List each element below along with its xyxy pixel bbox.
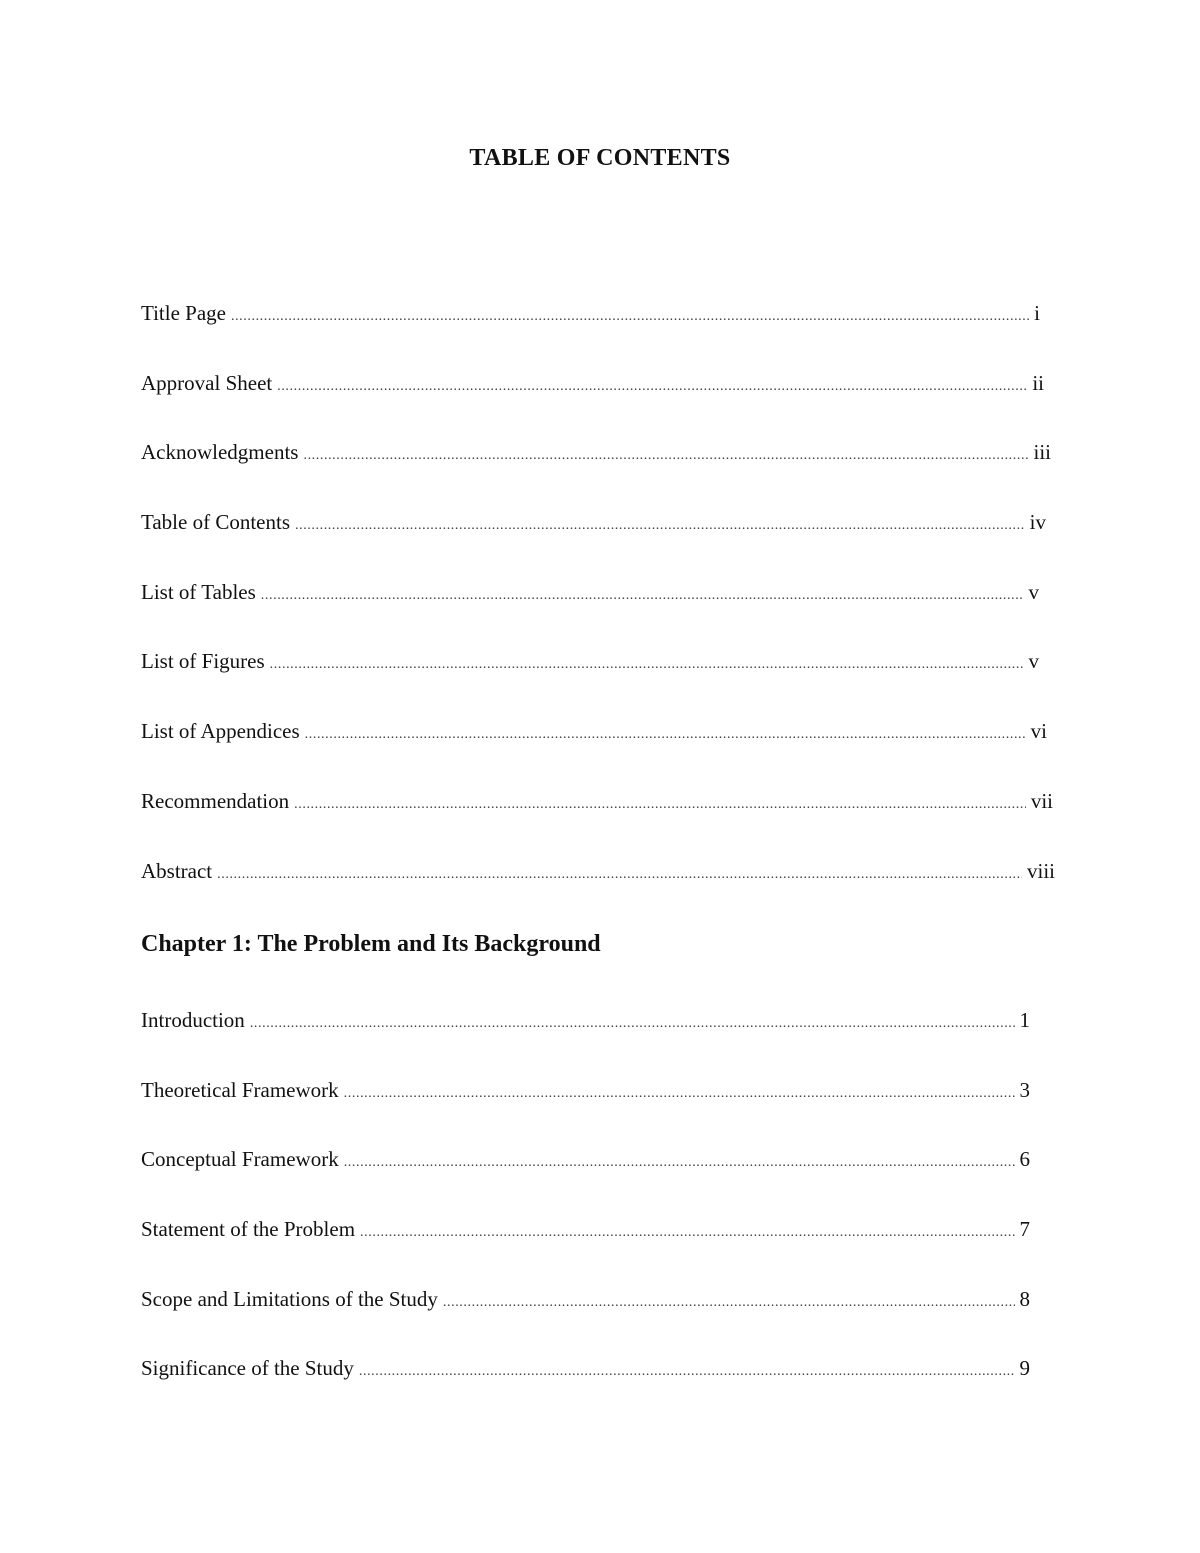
toc-entry-list-of-tables <box>141 577 1039 607</box>
toc-entry-title-page <box>141 298 1040 328</box>
toc-entry-approval-sheet <box>141 368 1044 398</box>
toc-entry-statement-of-the-problem <box>141 1214 1030 1244</box>
toc-entry-page-number: i <box>1034 301 1040 325</box>
toc-entry-label: Recommendation <box>141 789 290 813</box>
dot-leader <box>305 720 1026 750</box>
toc-entry-page-number: vi <box>1030 719 1047 743</box>
toc-entry-scope-and-limitations <box>141 1284 1030 1314</box>
dot-leader <box>277 372 1027 402</box>
toc-entry-page-number: v <box>1028 580 1039 604</box>
dot-leader <box>261 581 1024 611</box>
dot-leader <box>443 1288 1015 1318</box>
toc-entry-label: List of Tables <box>141 580 256 604</box>
toc-entry-page-number: vii <box>1030 789 1053 813</box>
toc-entry-label: List of Appendices <box>141 719 300 743</box>
toc-entry-page-number: 1 <box>1019 1008 1030 1032</box>
dot-leader <box>217 860 1022 890</box>
dot-leader <box>303 441 1028 471</box>
toc-entry-label: Scope and Limitations of the Study <box>141 1287 438 1311</box>
toc-entry-page-number: ii <box>1032 371 1044 395</box>
toc-entry-table-of-contents <box>141 507 1046 537</box>
toc-entry-page-number: iv <box>1029 510 1046 534</box>
toc-entry-label: Table of Contents <box>141 510 290 534</box>
toc-entry-list-of-figures <box>141 646 1039 676</box>
dot-leader <box>250 1009 1015 1039</box>
toc-entry-page-number: 6 <box>1019 1147 1030 1171</box>
dot-leader <box>344 1148 1015 1178</box>
toc-entry-acknowledgments <box>141 437 1051 467</box>
toc-entry-page-number: viii <box>1026 859 1055 883</box>
toc-entry-label: Title Page <box>141 301 226 325</box>
toc-entry-significance-of-the-study <box>141 1353 1030 1383</box>
toc-entry-label: Significance of the Study <box>141 1356 354 1380</box>
dot-leader <box>294 790 1026 820</box>
toc-entry-label: Theoretical Framework <box>141 1078 339 1102</box>
toc-entry-label: Statement of the Problem <box>141 1217 356 1241</box>
toc-entry-introduction <box>141 1005 1030 1035</box>
dot-leader <box>231 302 1029 332</box>
toc-entry-theoretical-framework <box>141 1075 1030 1105</box>
dot-leader <box>344 1079 1015 1109</box>
toc-entry-page-number: 7 <box>1019 1217 1030 1241</box>
dot-leader <box>270 650 1024 680</box>
toc-entry-page-number: iii <box>1033 440 1051 464</box>
dot-leader <box>359 1357 1015 1387</box>
toc-entry-conceptual-framework <box>141 1144 1030 1174</box>
toc-entry-label: Abstract <box>141 859 213 883</box>
dot-leader <box>360 1218 1014 1248</box>
toc-entry-label: List of Figures <box>141 649 265 673</box>
toc-entry-label: Conceptual Framework <box>141 1147 339 1171</box>
toc-entry-page-number: v <box>1028 649 1039 673</box>
dot-leader <box>295 511 1025 541</box>
toc-entry-label: Introduction <box>141 1008 245 1032</box>
toc-entry-page-number: 9 <box>1019 1356 1030 1380</box>
toc-entry-recommendation <box>141 786 1053 816</box>
toc-entry-label: Acknowledgments <box>141 440 299 464</box>
toc-entry-abstract <box>141 856 1055 886</box>
chapter-heading: Chapter 1: The Problem and Its Background <box>141 931 601 957</box>
page-title: TABLE OF CONTENTS <box>469 145 731 171</box>
toc-entry-list-of-appendices <box>141 716 1047 746</box>
toc-entry-label: Approval Sheet <box>141 371 273 395</box>
toc-entry-page-number: 8 <box>1019 1287 1030 1311</box>
toc-entry-page-number: 3 <box>1019 1078 1030 1102</box>
